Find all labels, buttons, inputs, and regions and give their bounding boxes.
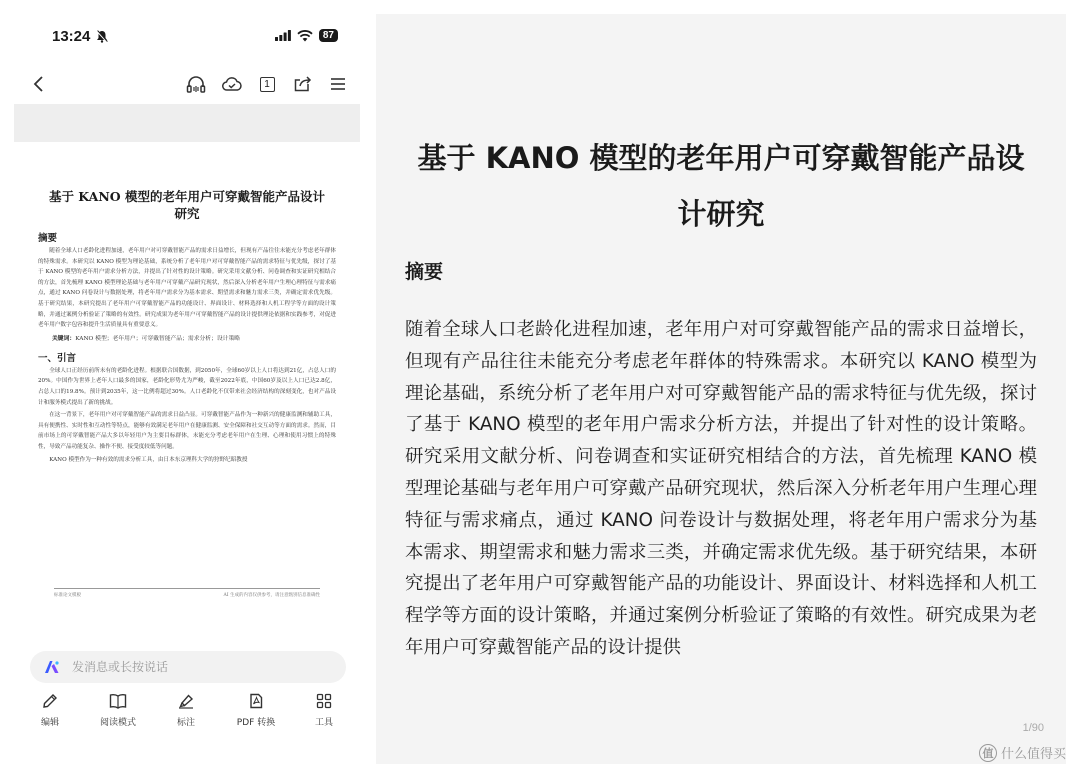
page-indicator: 1/90 [1022, 722, 1044, 734]
share-button[interactable] [291, 72, 315, 96]
bottom-toolbar [14, 692, 360, 742]
doc-footer-left: 标准论文模板 [54, 593, 81, 598]
annotate-button[interactable] [156, 692, 216, 728]
edit-label: 编辑 [40, 718, 59, 728]
listen-button[interactable] [184, 72, 208, 96]
phone-screen [14, 14, 360, 764]
watermark-logo-icon: 值 [979, 744, 997, 762]
zoomed-document-view [376, 14, 1066, 764]
doc-footer [54, 588, 320, 598]
page-count-icon: 1 [260, 77, 275, 92]
reading-mode-label: 阅读模式 [99, 718, 136, 728]
doc-keywords [38, 333, 336, 342]
zoom-doc-title: 基于 KANO 模型的老年用户可穿戴智能产品设计研究 [417, 141, 1025, 231]
annotate-label: 标注 [176, 718, 195, 728]
pdf-convert-icon [247, 692, 265, 710]
ai-chat-input[interactable] [72, 660, 312, 674]
status-bar [14, 14, 360, 60]
zoom-abstract-heading: 摘要 [405, 261, 444, 283]
highlighter-icon [177, 692, 195, 710]
doc-abstract-text: 随着全球人口老龄化进程加速，老年用户对可穿戴智能产品的需求日益增长，但现有产品往往未能充分考虑老年群体的特殊需求。本研究以 KANO 模型为理论基础，系统分析了老年用户对可穿戴智能产品的需求特征与优先级，探讨了基于 KANO 模型的老年用户需求分析方法，并提出了针对性的设计策略。研究采用文献分析、问卷调查和实证研究相结合的方法，首先梳理 KANO 模型理论基础与老年用户可穿戴产品研究现状，然后深入分析老年用户生理心理特征与需求痛点，通过 KANO 问卷设计与数据处理，将老年用户需求分为基本需求、期望需求和魅力需求三类，并确定需求优先级。基于研究结果，本研究提出了老年用户可穿戴智能产品的功能设计、界面设计、材料选择和人机工程学等方面的设计策略，并通过案例分析验证了策略的有效性。研究成果为老年用户可穿戴智能产品的设计提供理论依据和实践参考，对促进老年用户数字包容和提升生活质量具有重要意义。 [38, 248, 336, 329]
doc-abstract-heading: 摘要 [38, 233, 58, 244]
grid-apps-icon [315, 692, 333, 710]
reading-mode-button[interactable] [88, 692, 148, 728]
share-icon [294, 76, 312, 92]
pdf-convert-button[interactable] [226, 692, 286, 728]
menu-button[interactable] [326, 72, 350, 96]
ai-assistant-logo-icon [44, 660, 60, 674]
status-time: 13:24 [52, 28, 91, 45]
edit-button[interactable] [20, 692, 80, 728]
doc-footer-right: AI 生成的内容仅供参考，请注意甄别信息准确性 [223, 593, 320, 598]
doc-title: 基于 KANO 模型的老年用户可穿戴智能产品设计研究 [48, 189, 326, 221]
status-indicators [275, 29, 338, 42]
doc-intro-heading: 一、引言 [38, 352, 77, 364]
zoom-abstract-text: 随着全球人口老龄化进程加速，老年用户对可穿戴智能产品的需求日益增长，但现有产品往往未能充分考虑老年群体的特殊需求。本研究以 KANO 模型为理论基础，系统分析了老年用户对可穿戴智能产品的需求特征与优先级，探讨了基于 KANO 模型的老年用户需求分析方法，并提出了针对性的设计策略。研究采用文献分析、问卷调查和实证研究相结合的方法，首先梳理 KANO 模型理论基础与老年用户可穿戴产品研究现状，然后深入分析老年用户生理心理特征与需求痛点，通过 KANO 问卷设计与数据处理，将老年用户需求分为基本需求、期望需求和魅力需求三类，并确定需求优先级。基于研究结果，本研究提出了老年用户可穿戴智能产品的功能设计、界面设计、材料选择和人机工程学等方面的设计策略，并通过案例分析验证了策略的有效性。研究成果为老年用户可穿戴智能产品的设计提供 [405, 319, 1037, 658]
watermark-text: 什么值得买 [1000, 747, 1066, 762]
mute-bell-icon [96, 30, 108, 43]
battery-level: 87 [319, 29, 338, 42]
doc-intro-paragraph: 全球人口正经历前所未有的老龄化进程。根据联合国数据，到2050年，全球60岁以上人口将达到21亿，占总人口的20%。中国作为世界上老年人口最多的国家，老龄化形势尤为严峻，截至2022年底，中国60岁及以上人口已达2.8亿，占总人口的19.8%。预计到2035年，这一比例将超过30%。人口老龄化不仅带来社会经济结构的深刻变化，也对产品设计和服务模式提出了新的挑战。 [38, 367, 336, 406]
signal-icon [275, 30, 291, 41]
headphones-icon [186, 75, 206, 93]
book-icon [109, 692, 127, 710]
back-button[interactable] [26, 72, 50, 96]
tools-button[interactable] [294, 692, 354, 728]
pencil-icon [41, 692, 59, 710]
doc-intro-paragraph: 在这一背景下，老年用户对可穿戴智能产品的需求日益凸显。可穿戴智能产品作为一种新兴的健康监测和辅助工具，具有便携性、实时性和互动性等特点，能够有效满足老年用户在健康监测、安全保障和社交互动等方面的需求。然而，目前市场上的可穿戴智能产品大多以年轻用户为主要目标群体，未能充分考虑老年用户在生理、心理和使用习惯上的特殊性，导致产品功能复杂、操作不便、接受度较低等问题。 [38, 412, 336, 450]
chevron-left-icon [32, 75, 44, 93]
menu-icon [330, 77, 346, 91]
cloud-save-button[interactable] [220, 72, 244, 96]
watermark [979, 743, 1066, 762]
ai-chat-input-bar[interactable] [30, 651, 346, 683]
doc-keywords-value: KANO 模型；老年用户；可穿戴智能产品；需求分析；设计策略 [75, 335, 241, 342]
doc-intro-paragraph: KANO 模型作为一种有效的需求分析工具，由日本东京理科大学的狩野纪昭教授 [49, 456, 248, 463]
document-nav-bar [14, 66, 360, 104]
pdf-convert-label: PDF 转换 [236, 718, 276, 728]
doc-keywords-label: 关键词： [52, 335, 76, 342]
document-viewer[interactable] [14, 104, 360, 649]
cloud-check-icon [222, 76, 242, 92]
tools-label: 工具 [314, 718, 333, 728]
document-page[interactable] [14, 142, 360, 649]
page-count-button[interactable] [255, 72, 279, 96]
wifi-icon [297, 30, 313, 42]
